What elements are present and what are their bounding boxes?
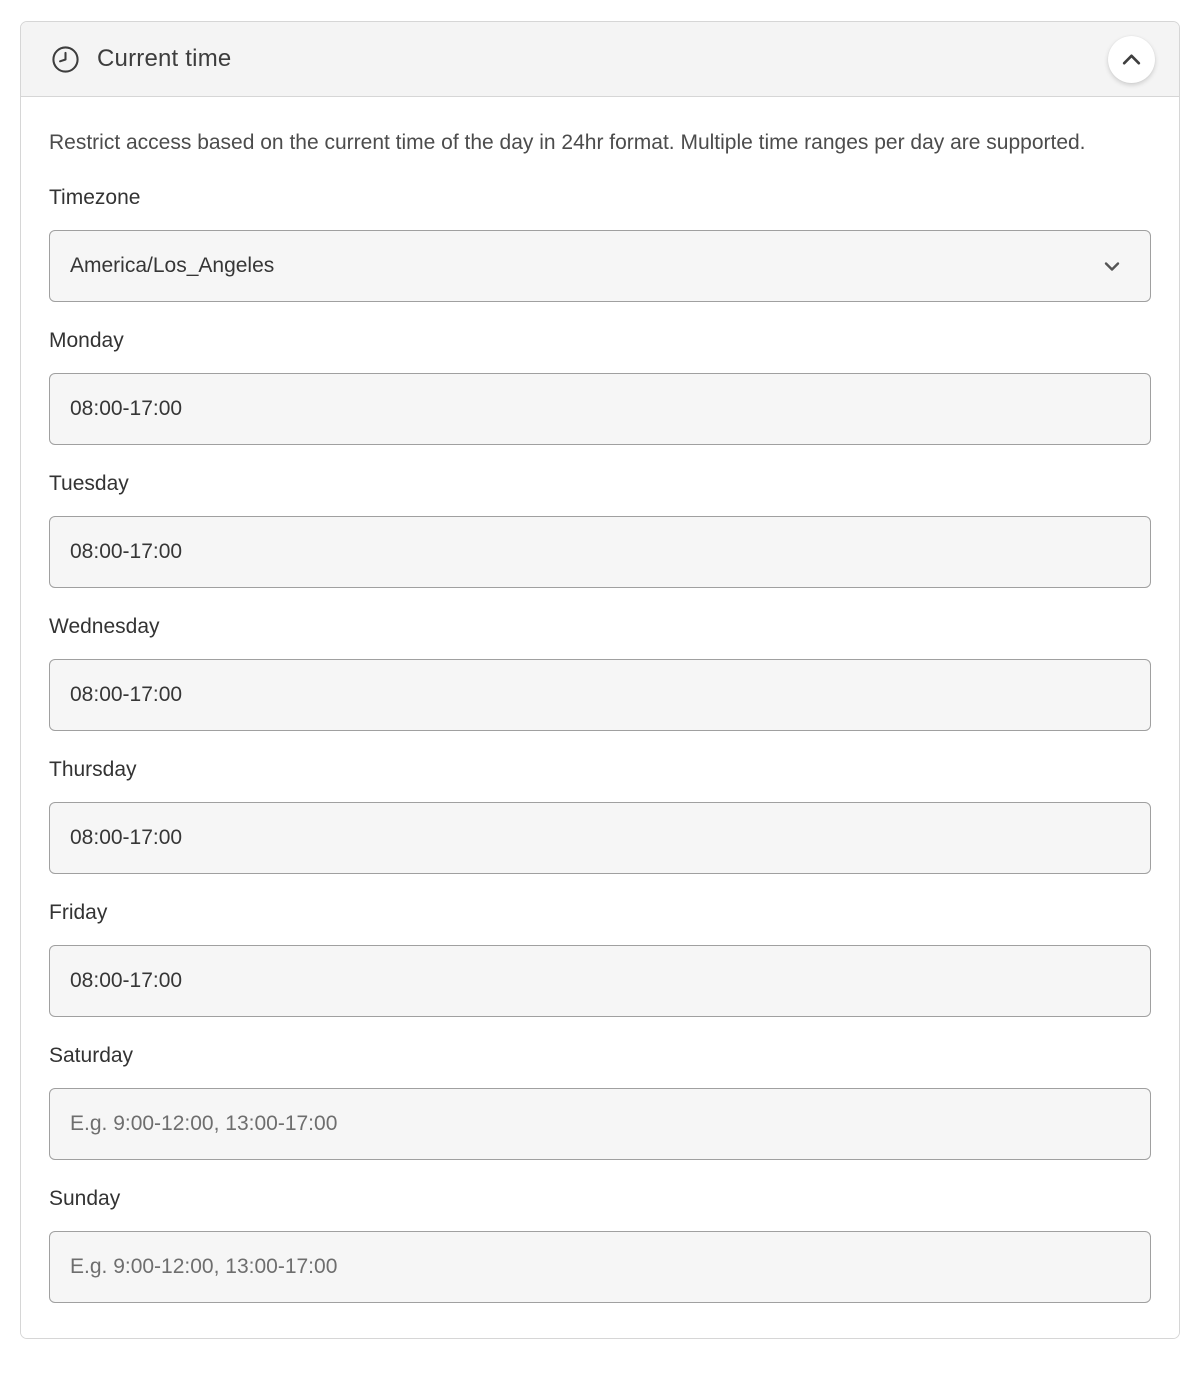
saturday-input[interactable] [49, 1088, 1151, 1160]
tuesday-input[interactable] [49, 516, 1151, 588]
friday-label: Friday [49, 901, 108, 924]
friday-field-group [49, 898, 1151, 1017]
sunday-label: Sunday [49, 1187, 121, 1210]
clock-icon [51, 45, 80, 74]
sunday-input[interactable] [49, 1231, 1151, 1303]
saturday-label: Saturday [49, 1044, 134, 1067]
current-time-panel [20, 21, 1180, 1339]
monday-field-group [49, 326, 1151, 445]
wednesday-input[interactable] [49, 659, 1151, 731]
collapse-button[interactable] [1108, 36, 1155, 83]
sunday-field-group [49, 1184, 1151, 1303]
panel-header [21, 22, 1179, 97]
thursday-input[interactable] [49, 802, 1151, 874]
monday-label: Monday [49, 329, 124, 352]
thursday-field-group [49, 755, 1151, 874]
monday-input[interactable] [49, 373, 1151, 445]
timezone-select[interactable] [49, 230, 1151, 302]
panel-body [21, 97, 1179, 1338]
wednesday-field-group [49, 612, 1151, 731]
panel-title: Current time [97, 45, 232, 72]
wednesday-label: Wednesday [49, 615, 160, 638]
timezone-selected-value: America/Los_Angeles [70, 254, 275, 277]
chevron-down-icon [1100, 254, 1124, 278]
tuesday-field-group [49, 469, 1151, 588]
thursday-label: Thursday [49, 758, 137, 781]
friday-input[interactable] [49, 945, 1151, 1017]
section-description: Restrict access based on the current time of the day in 24hr format. Multiple time ranges per day are supported. [49, 131, 1086, 154]
tuesday-label: Tuesday [49, 472, 129, 495]
timezone-field-group [49, 183, 1151, 302]
chevron-up-icon [1119, 47, 1144, 72]
timezone-label: Timezone [49, 186, 141, 209]
saturday-field-group [49, 1041, 1151, 1160]
